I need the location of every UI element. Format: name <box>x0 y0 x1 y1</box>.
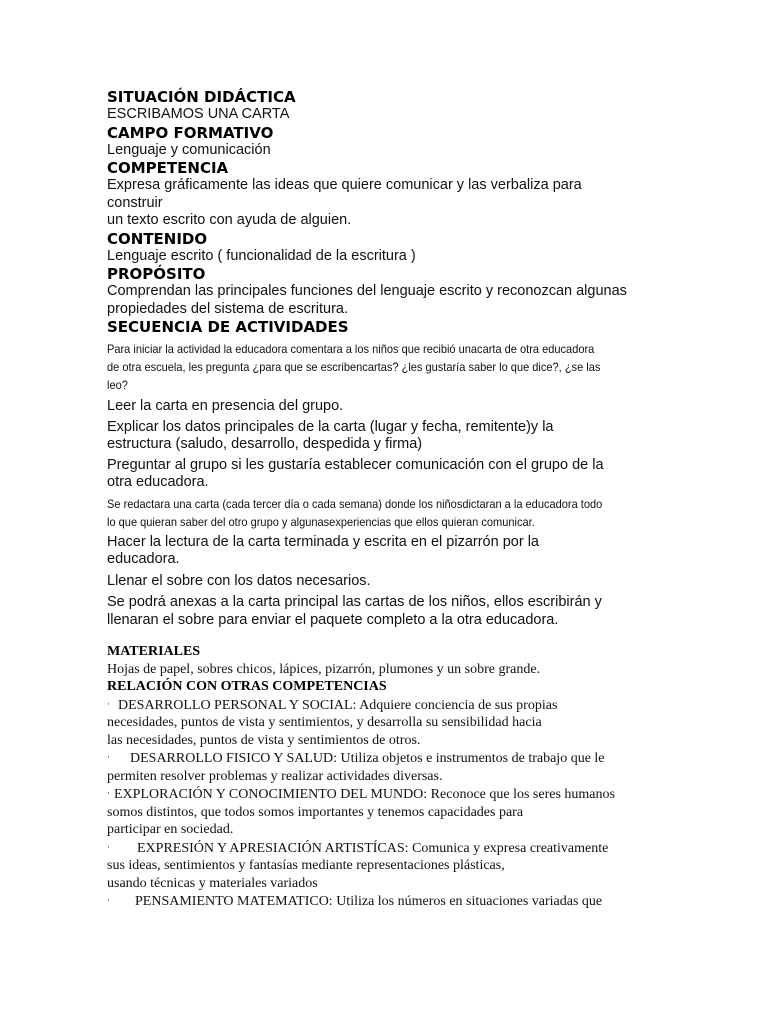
relacion-item-1-line-2: necesidades, puntos de vista y sentimientos, y desarrolla su sensibilidad hacia <box>107 715 542 730</box>
activity-2: Leer la carta en presencia del grupo. <box>107 398 344 414</box>
relacion-item-1-line-3: las necesidades, puntos de vista y sentimientos de otros. <box>107 732 421 748</box>
relacion-item-5-line-1: PENSAMIENTO MATEMATICO: Utiliza los números en situaciones variadas que <box>135 894 603 909</box>
competencia-line-2: construir <box>107 194 163 211</box>
activity-6-line-1: Hacer la lectura de la carta terminada y escrita en el pizarrón por la <box>107 533 539 550</box>
relacion-item-3-line-2: somos distintos, que todos somos importantes y tenemos capacidades para <box>107 804 524 820</box>
activity-8-line-1: Se podrá anexas a la carta principal las cartas de los niños, ellos escribirán y <box>107 594 602 610</box>
activity-5-line-1: Se redactara una carta (cada tercer día o cada semana) donde los niñosdictaran a la educadora todo <box>107 496 603 511</box>
relacion-item-2-line-2: permiten resolver problemas y realizar actividades diversas. <box>107 768 443 784</box>
relacion-item-3-line-1: EXPLORACIÓN Y CONOCIMIENTO DEL MUNDO: Reconoce que los seres humanos <box>114 787 615 802</box>
relacion-item-5 <box>107 892 667 911</box>
relacion-item-4-line-1: EXPRESIÓN Y APRESIACIÓN ARTISTÍCAS: Comunica y expresa creativamente <box>137 840 609 856</box>
relacion-item-2-line-1: DESARROLLO FISICO Y SALUD: Utiliza objetos e instrumentos de trabajo que le <box>130 751 605 766</box>
relacion-item-2 <box>107 749 667 785</box>
activity-1-line-2: de otra escuela, les pregunta ¿para que se escribencartas? ¿les gustaría saber lo que dice?, ¿se las <box>107 360 601 374</box>
activity-8-line-2: llenaran el sobre para enviar el paquete completo a la otra educadora. <box>107 611 559 628</box>
activity-8 <box>107 594 667 629</box>
situacion-text: ESCRIBAMOS UNA CARTA <box>107 106 290 122</box>
relacion-item-4-line-3: usando técnicas y materiales variados <box>107 875 318 891</box>
activity-1-line-1: Para iniciar la actividad la educadora comentara a los niños que recibió unacarta de otra educadora <box>107 342 595 356</box>
secuencia-heading: SECUENCIA DE ACTIVIDADES <box>107 318 349 336</box>
activity-1 <box>107 340 667 394</box>
relacion-section <box>107 678 667 911</box>
relacion-heading: RELACIÓN CON OTRAS COMPETENCIAS <box>107 679 387 694</box>
materiales-text: Hojas de papel, sobres chicos, lápices, pizarrón, plumones y un sobre grande. <box>107 661 541 677</box>
document-page <box>107 88 667 911</box>
relacion-item-4 <box>107 839 667 893</box>
proposito-line-1: Comprendan las principales funciones del lenguaje escrito y reconozcan algunas <box>107 283 627 299</box>
activity-6 <box>107 534 667 569</box>
activity-5 <box>107 495 667 531</box>
activity-3-line-2: estructura (saludo, desarrollo, despedida y firma) <box>107 436 423 452</box>
campo-text: Lenguaje y comunicación <box>107 141 271 158</box>
contenido-text: Lenguaje escrito ( funcionalidad de la escritura ) <box>107 247 416 264</box>
competencia-heading: COMPETENCIA <box>107 159 229 177</box>
activity-4 <box>107 457 667 492</box>
relacion-item-4-line-2: sus ideas, sentimientos y fantasías mediante representaciones plásticas, <box>107 858 505 873</box>
campo-heading: CAMPO FORMATIVO <box>107 123 274 142</box>
activity-4-line-2: otra educadora. <box>107 474 209 490</box>
materiales-heading: MATERIALES <box>107 644 201 659</box>
bullet-icon: · <box>107 788 110 798</box>
competencia-line-1: Expresa gráficamente las ideas que quiere comunicar y las verbaliza para <box>107 177 582 193</box>
relacion-item-3 <box>107 785 667 839</box>
relacion-item-3-line-3: participar en sociedad. <box>107 822 234 837</box>
relacion-item-1 <box>107 696 667 750</box>
activity-3 <box>107 419 667 454</box>
activity-3-line-1: Explicar los datos principales de la carta (lugar y fecha, remitente)y la <box>107 418 554 435</box>
bullet-icon: · <box>107 895 110 905</box>
activity-4-line-1: Preguntar al grupo si les gustaría establecer comunicación con el grupo de la <box>107 456 604 473</box>
bullet-icon: · <box>107 841 110 852</box>
activity-1-line-3: leo? <box>107 378 128 392</box>
activity-7: Llenar el sobre con los datos necesarios. <box>107 572 371 589</box>
activity-5-line-2: lo que quieran saber del otro grupo y algunasexperiencias que ellos quieran comunicar. <box>107 514 535 529</box>
contenido-heading: CONTENIDO <box>107 229 208 248</box>
situacion-heading: SITUACIÓN DIDÁCTICA <box>107 88 296 106</box>
bullet-icon: · <box>107 752 110 762</box>
competencia-line-3: un texto escrito con ayuda de alguien. <box>107 212 352 228</box>
materiales-section <box>107 643 667 678</box>
proposito-heading: PROPÓSITO <box>107 265 206 283</box>
relacion-item-1-line-1: DESARROLLO PERSONAL Y SOCIAL: Adquiere conciencia de sus propias <box>118 697 558 713</box>
activity-6-line-2: educadora. <box>107 551 180 567</box>
proposito-line-2: propiedades del sistema de escritura. <box>107 300 348 317</box>
bullet-icon: · <box>107 698 110 709</box>
